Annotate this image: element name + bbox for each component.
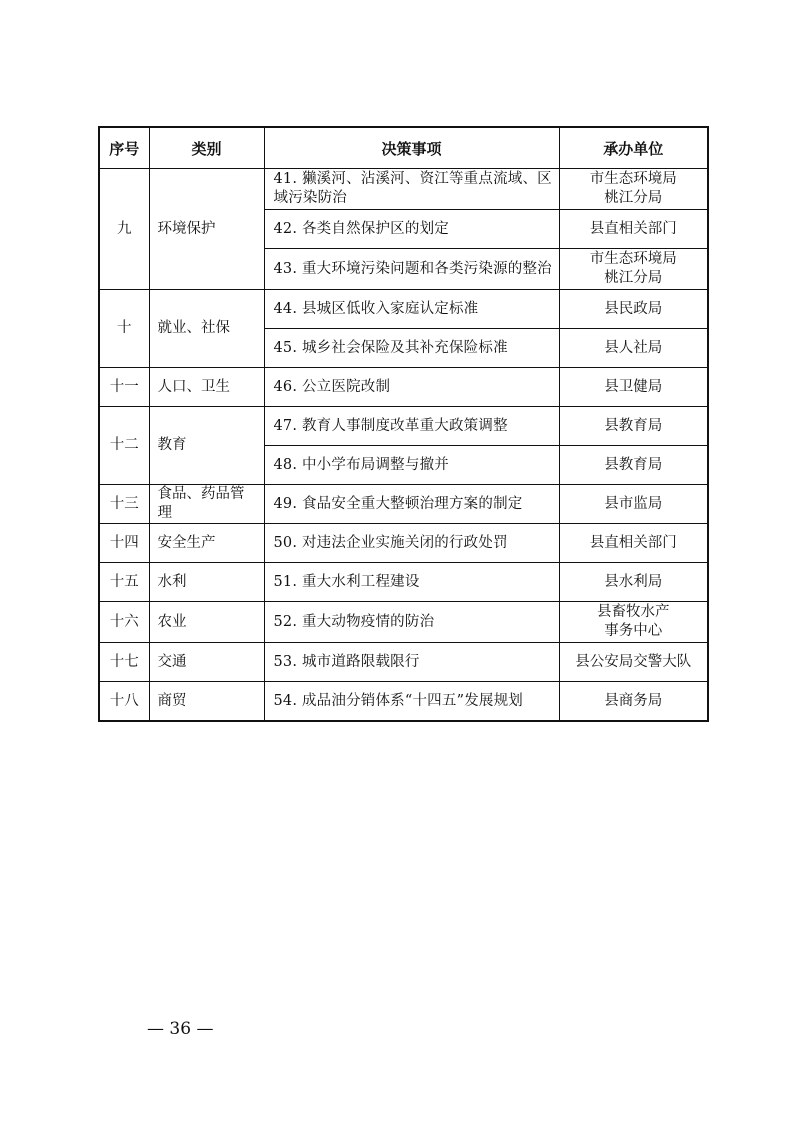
category-cell: 交通 — [149, 643, 264, 682]
page-number: — 36 — — [147, 1019, 214, 1039]
header-item: 决策事项 — [264, 127, 559, 169]
decision-item-cell: 42. 各类自然保护区的划定 — [264, 210, 559, 249]
table-row — [99, 682, 708, 722]
organizer-cell: 县直相关部门 — [559, 524, 708, 563]
table-row — [99, 169, 708, 210]
seq-cell: 十一 — [99, 368, 149, 407]
organizer-cell: 县畜牧水产 事务中心 — [559, 602, 708, 643]
seq-cell: 十六 — [99, 602, 149, 643]
seq-cell: 十五 — [99, 563, 149, 602]
table-body — [99, 169, 708, 722]
organizer-cell: 县人社局 — [559, 329, 708, 368]
category-cell: 水利 — [149, 563, 264, 602]
table-row — [99, 602, 708, 643]
category-cell: 食品、药品管理 — [149, 485, 264, 524]
seq-cell: 十七 — [99, 643, 149, 682]
table-row — [99, 485, 708, 524]
decision-item-cell: 41. 獭溪河、沾溪河、资江等重点流域、区域污染防治 — [264, 169, 559, 210]
category-cell: 商贸 — [149, 682, 264, 722]
organizer-cell: 市生态环境局 桃江分局 — [559, 249, 708, 290]
seq-cell: 十四 — [99, 524, 149, 563]
seq-cell: 十八 — [99, 682, 149, 722]
organizer-cell: 县民政局 — [559, 290, 708, 329]
organizer-cell: 县教育局 — [559, 446, 708, 485]
header-org: 承办单位 — [559, 127, 708, 169]
decision-item-cell: 49. 食品安全重大整顿治理方案的制定 — [264, 485, 559, 524]
table-row — [99, 563, 708, 602]
seq-cell: 九 — [99, 169, 149, 290]
decision-item-cell: 46. 公立医院改制 — [264, 368, 559, 407]
table-row — [99, 643, 708, 682]
table-header-row — [99, 127, 708, 169]
header-seq: 序号 — [99, 127, 149, 169]
category-cell: 安全生产 — [149, 524, 264, 563]
category-cell: 教育 — [149, 407, 264, 485]
category-cell: 就业、社保 — [149, 290, 264, 368]
seq-cell: 十 — [99, 290, 149, 368]
seq-cell: 十三 — [99, 485, 149, 524]
decision-items-table — [98, 126, 709, 722]
decision-item-cell: 44. 县城区低收入家庭认定标准 — [264, 290, 559, 329]
organizer-cell: 县公安局交警大队 — [559, 643, 708, 682]
header-category: 类别 — [149, 127, 264, 169]
organizer-cell: 县水利局 — [559, 563, 708, 602]
decision-item-cell: 48. 中小学布局调整与撤并 — [264, 446, 559, 485]
organizer-cell: 县卫健局 — [559, 368, 708, 407]
decision-item-cell: 45. 城乡社会保险及其补充保险标准 — [264, 329, 559, 368]
decision-item-cell: 54. 成品油分销体系“十四五”发展规划 — [264, 682, 559, 722]
decision-item-cell: 52. 重大动物疫情的防治 — [264, 602, 559, 643]
decision-item-cell: 53. 城市道路限载限行 — [264, 643, 559, 682]
organizer-cell: 县商务局 — [559, 682, 708, 722]
organizer-cell: 县教育局 — [559, 407, 708, 446]
organizer-cell: 市生态环境局 桃江分局 — [559, 169, 708, 210]
decision-item-cell: 43. 重大环境污染问题和各类污染源的整治 — [264, 249, 559, 290]
seq-cell: 十二 — [99, 407, 149, 485]
category-cell: 人口、卫生 — [149, 368, 264, 407]
decision-item-cell: 47. 教育人事制度改革重大政策调整 — [264, 407, 559, 446]
category-cell: 环境保护 — [149, 169, 264, 290]
table-row — [99, 368, 708, 407]
decision-item-cell: 50. 对违法企业实施关闭的行政处罚 — [264, 524, 559, 563]
organizer-cell: 县市监局 — [559, 485, 708, 524]
table-row — [99, 290, 708, 329]
decision-item-cell: 51. 重大水利工程建设 — [264, 563, 559, 602]
table-row — [99, 407, 708, 446]
category-cell: 农业 — [149, 602, 264, 643]
table-row — [99, 524, 708, 563]
organizer-cell: 县直相关部门 — [559, 210, 708, 249]
